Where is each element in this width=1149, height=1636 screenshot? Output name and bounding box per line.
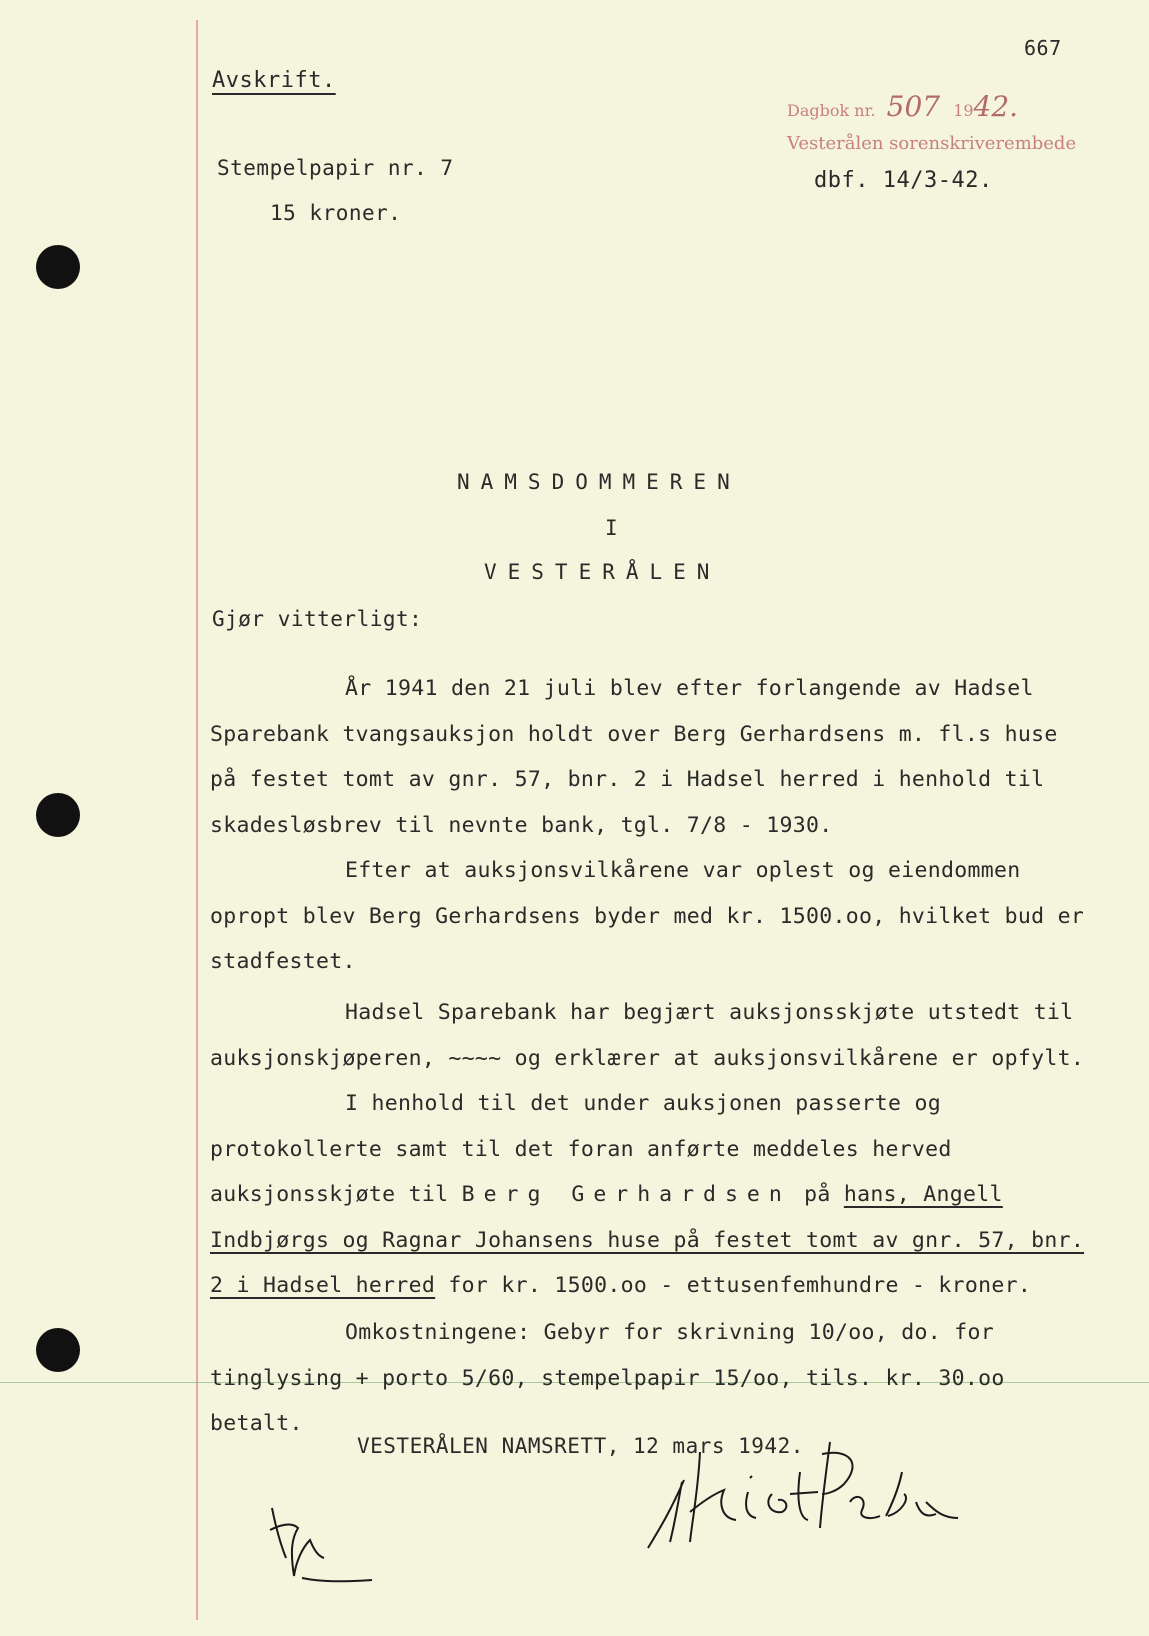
paragraph-5: Omkostningene: Gebyr for skrivning 10/oo, do. for tinglysing + porto 5/60, stempelpapir 15/oo, tils. kr. 30.oo betalt. bbox=[210, 1320, 1005, 1437]
stamp-paper-value: 15 kroner. bbox=[270, 201, 402, 225]
punch-hole-bottom bbox=[36, 1328, 80, 1372]
stamp-year-suffix: 42. bbox=[973, 90, 1019, 123]
property-description: hans, Angell Indbjørgs og Ragnar Johansens huse på festet tomt av gnr. 57, bnr. 2 i Hadsel herred bbox=[210, 1182, 1085, 1299]
registry-stamp-line1 bbox=[787, 90, 1018, 123]
heading-namsdommeren: NAMSDOMMEREN bbox=[457, 470, 741, 494]
page-number: 667 bbox=[1024, 36, 1062, 60]
paragraph-4: I henhold til det under auksjonen passerte og protokollerte samt til det foran anførte meddeles herved auksjonsskjøte til Berg Gerhardsen på hans, Angell Indbjørgs og Ragnar Johansens huse på festet tomt av gnr. 57, bnr. 2 i Hadsel herred for kr. 1500.oo - ettusenfemhundre - kroner. bbox=[210, 1091, 1085, 1299]
opening-phrase: Gjør vitterligt: bbox=[212, 607, 423, 631]
punch-hole-top bbox=[36, 245, 80, 289]
closing-line: VESTERÅLEN NAMSRETT, 12 mars 1942. bbox=[357, 1434, 804, 1458]
heading-vesteralen: VESTERÅLEN bbox=[484, 560, 721, 584]
document-title: Avskrift. bbox=[212, 68, 336, 93]
initials-signature bbox=[262, 1478, 382, 1588]
punch-hole-middle bbox=[36, 793, 80, 837]
registration-date: dbf. 14/3-42. bbox=[814, 168, 993, 193]
stamp-prefix: Dagbok nr. bbox=[787, 101, 876, 120]
buyer-name: Berg Gerhardsen bbox=[461, 1182, 791, 1208]
registry-stamp-line2: Vesterålen sorenskriverembede bbox=[787, 133, 1077, 154]
stamp-paper-label: Stempelpapir nr. 7 bbox=[217, 156, 454, 180]
stamp-year-prefix: 19 bbox=[953, 101, 974, 120]
heading-i: I bbox=[605, 516, 619, 540]
judge-signature bbox=[640, 1432, 960, 1562]
paragraph-3: Hadsel Sparebank har begjært auksjonsskjøte utstedt til auksjonskjøperen, ~~~~ og erklærer at auksjonsvilkårene er opfylt. bbox=[210, 1000, 1085, 1071]
paragraph-2: Efter at auksjonsvilkårene var oplest og eiendommen opropt blev Berg Gerhardsens byder med kr. 1500.oo, hvilket bud er stadfestet. bbox=[210, 858, 1085, 975]
margin-line bbox=[196, 20, 198, 1620]
stamp-number: 507 bbox=[886, 90, 941, 123]
paragraph-1: År 1941 den 21 juli blev efter forlangende av Hadsel Sparebank tvangsauksjon holdt over Berg Gerhardsens m. fl.s huse på festet tomt av gnr. 57, bnr. 2 i Hadsel herred i henhold til skadesløsbrev til nevnte bank, tgl. 7/8 - 1930. bbox=[210, 676, 1058, 838]
